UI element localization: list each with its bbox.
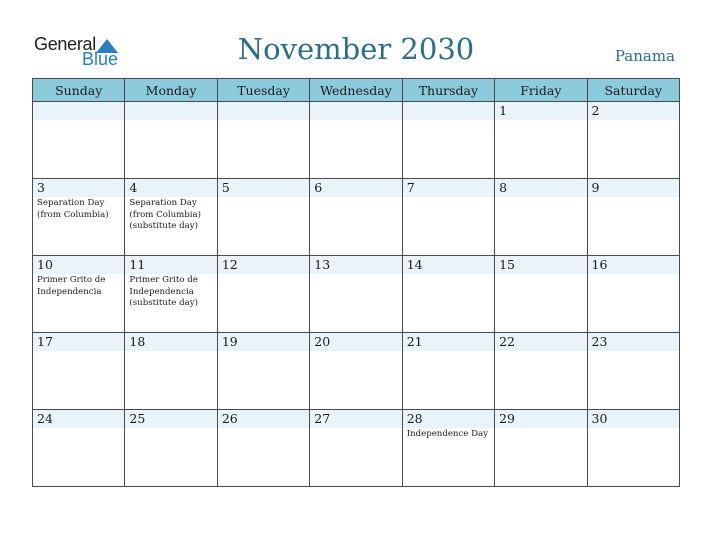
day-cell (587, 102, 679, 179)
day-cell (587, 410, 679, 487)
holiday-label (218, 197, 309, 198)
day-cell (402, 256, 494, 333)
holiday-label (588, 120, 679, 121)
holiday-label (310, 120, 401, 121)
day-number: 30 (588, 410, 679, 428)
day-cell (310, 333, 402, 410)
holiday-label (125, 428, 216, 429)
day-number: 21 (403, 333, 494, 351)
day-cell (310, 179, 402, 256)
day-cell (587, 256, 679, 333)
holiday-label (33, 120, 124, 121)
holiday-label (403, 120, 494, 121)
day-cell (495, 256, 587, 333)
holiday-label (588, 274, 679, 275)
holiday-label (125, 120, 216, 121)
holiday-label: Separation Day (from Columbia) (37, 198, 109, 220)
holiday-label (495, 351, 586, 352)
holiday-label (495, 274, 586, 275)
day-number: 19 (218, 333, 309, 351)
day-cell (310, 410, 402, 487)
day-cell (587, 179, 679, 256)
day-number: 8 (495, 179, 586, 197)
day-cell (125, 179, 217, 256)
holiday-label: Independence Day (406, 429, 488, 439)
day-cell (33, 179, 125, 256)
calendar-grid (32, 78, 680, 487)
day-cell (217, 410, 309, 487)
day-number (218, 102, 309, 120)
day-number: 16 (588, 256, 679, 274)
holiday-label (218, 120, 309, 121)
day-number: 5 (218, 179, 309, 197)
day-cell (33, 102, 125, 179)
day-cell (495, 410, 587, 487)
weekday-header: Friday (495, 79, 587, 102)
day-number: 13 (310, 256, 401, 274)
day-number: 18 (125, 333, 216, 351)
holiday-label: Primer Grito de Independencia (37, 275, 106, 297)
day-number: 12 (218, 256, 309, 274)
holiday-label (495, 197, 586, 198)
day-number: 25 (125, 410, 216, 428)
day-number (310, 102, 401, 120)
day-number: 29 (495, 410, 586, 428)
day-number (125, 102, 216, 120)
day-cell (217, 179, 309, 256)
holiday-label: Separation Day (from Columbia) (substitute day) (129, 198, 202, 231)
holiday-label (310, 428, 401, 429)
day-number: 27 (310, 410, 401, 428)
day-number: 11 (125, 256, 216, 274)
day-cell (495, 179, 587, 256)
holiday-label (33, 428, 124, 429)
day-number: 9 (588, 179, 679, 197)
day-number: 14 (403, 256, 494, 274)
holiday-label (588, 428, 679, 429)
holiday-label (218, 428, 309, 429)
weekday-header-row (33, 79, 680, 102)
day-cell (217, 256, 309, 333)
holiday-label (588, 197, 679, 198)
day-cell (310, 256, 402, 333)
weekday-header: Wednesday (310, 79, 402, 102)
day-number: 28 (403, 410, 494, 428)
day-number: 26 (218, 410, 309, 428)
day-cell (125, 410, 217, 487)
holiday-label (403, 197, 494, 198)
page-title: November 2030 (237, 32, 475, 66)
day-number: 6 (310, 179, 401, 197)
day-cell (495, 333, 587, 410)
holiday-label (218, 351, 309, 352)
holiday-label (218, 274, 309, 275)
weekday-header: Saturday (587, 79, 679, 102)
day-number: 3 (33, 179, 124, 197)
day-cell (125, 256, 217, 333)
holiday-label (310, 197, 401, 198)
holiday-label (403, 274, 494, 275)
weekday-header: Thursday (402, 79, 494, 102)
day-number: 4 (125, 179, 216, 197)
weekday-header: Tuesday (217, 79, 309, 102)
holiday-label (125, 351, 216, 352)
day-number: 7 (403, 179, 494, 197)
day-number: 17 (33, 333, 124, 351)
holiday-label (495, 120, 586, 121)
weekday-header: Monday (125, 79, 217, 102)
logo-blue-text: Blue (82, 49, 119, 69)
day-cell (125, 102, 217, 179)
logo-general-text: General (34, 34, 96, 54)
day-cell (310, 102, 402, 179)
holiday-label (495, 428, 586, 429)
day-number (33, 102, 124, 120)
day-cell (402, 179, 494, 256)
day-number: 23 (588, 333, 679, 351)
day-cell (217, 333, 309, 410)
holiday-label (403, 351, 494, 352)
day-number: 20 (310, 333, 401, 351)
day-number: 10 (33, 256, 124, 274)
weekday-header: Sunday (33, 79, 125, 102)
day-number (403, 102, 494, 120)
day-number: 1 (495, 102, 586, 120)
day-cell (587, 333, 679, 410)
holiday-label: Primer Grito de Independencia (substitute day) (129, 275, 198, 308)
day-cell (402, 410, 494, 487)
week-row (33, 102, 680, 179)
day-cell (33, 410, 125, 487)
week-row (33, 333, 680, 410)
week-row (33, 179, 680, 256)
day-cell (125, 333, 217, 410)
day-cell (33, 256, 125, 333)
holiday-label (33, 351, 124, 352)
day-cell (495, 102, 587, 179)
day-number: 2 (588, 102, 679, 120)
day-cell (217, 102, 309, 179)
day-cell (402, 102, 494, 179)
holiday-label (310, 274, 401, 275)
holiday-label (588, 351, 679, 352)
week-row (33, 256, 680, 333)
holiday-label (310, 351, 401, 352)
day-cell (402, 333, 494, 410)
country-label: Panama (614, 47, 675, 65)
day-number: 15 (495, 256, 586, 274)
day-number: 22 (495, 333, 586, 351)
day-cell (33, 333, 125, 410)
week-row (33, 410, 680, 487)
day-number: 24 (33, 410, 124, 428)
